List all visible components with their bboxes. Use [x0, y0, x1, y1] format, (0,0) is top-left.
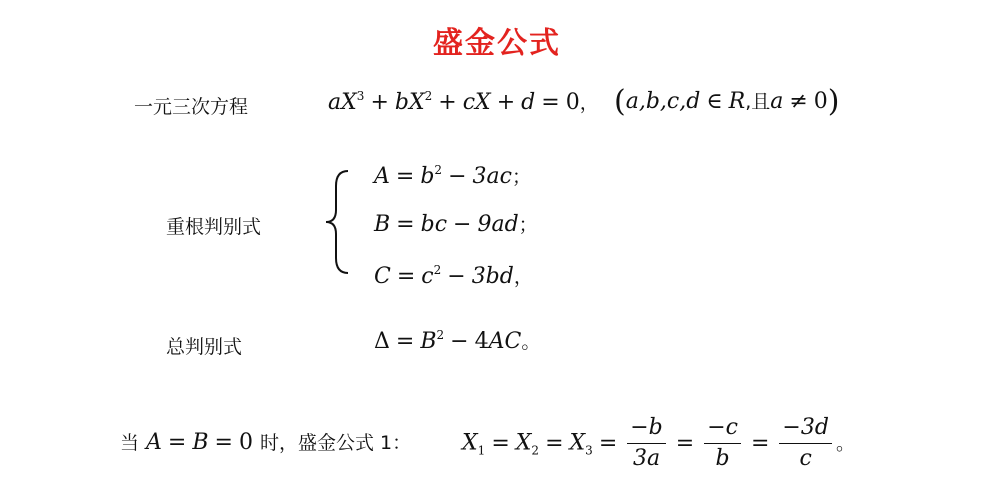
var-x: X: [341, 90, 357, 115]
term: b: [420, 164, 435, 189]
equals: =: [396, 264, 416, 289]
plus: +: [438, 90, 457, 115]
plus: +: [496, 90, 516, 115]
delta-symbol: Δ: [374, 329, 390, 354]
total-discriminant: [374, 327, 540, 354]
subscript: 3: [585, 443, 593, 458]
punctuation: ；: [518, 214, 538, 236]
equals: =: [167, 430, 187, 455]
term: 9ad: [477, 212, 519, 237]
numerator: −3d: [779, 413, 832, 444]
equals: =: [675, 430, 695, 456]
var-a: A: [146, 430, 162, 455]
exp-2: 2: [424, 89, 433, 103]
equals: =: [545, 430, 564, 456]
shengjin-formula-1: [462, 413, 855, 474]
equals: =: [396, 212, 415, 237]
when-text: 当: [120, 432, 140, 454]
close-paren: ): [827, 84, 840, 119]
discriminant-c: [374, 262, 533, 289]
var-c: C: [374, 264, 391, 289]
punctuation: 。: [521, 331, 541, 353]
discriminant-a: [374, 162, 531, 189]
product-ac: AC: [488, 329, 522, 354]
term: c: [421, 264, 434, 289]
equals: =: [214, 430, 233, 455]
zero: 0: [565, 90, 580, 115]
minus: −: [453, 212, 472, 237]
denominator: 3a: [632, 446, 661, 471]
left-brace-icon: [322, 168, 352, 276]
exponent: 2: [436, 328, 445, 342]
discriminant-b: [374, 210, 538, 237]
denominator: c: [799, 446, 812, 471]
punctuation: ，: [513, 266, 533, 288]
minus: −: [448, 164, 467, 189]
fraction-1: [627, 413, 666, 474]
term: bc: [420, 212, 448, 237]
minus: −: [447, 264, 466, 289]
reals: R: [728, 89, 746, 114]
numerator: −c: [704, 413, 741, 444]
fraction-2: [704, 413, 741, 474]
var-b: B: [374, 212, 391, 237]
punctuation: 。: [835, 432, 855, 455]
var-b: B: [192, 430, 209, 455]
term: 3bd: [471, 264, 514, 289]
plus: +: [370, 90, 389, 115]
var-x: X: [569, 430, 586, 456]
subscript: 1: [477, 443, 486, 458]
equals: =: [541, 90, 560, 115]
cubic-equation: [328, 88, 599, 115]
open-paren: (: [614, 84, 626, 119]
separator: ，: [579, 92, 599, 114]
var-x: X: [462, 430, 478, 456]
minus: −: [450, 329, 469, 354]
term: 3ac: [472, 164, 512, 189]
var-x: X: [475, 90, 491, 115]
var-x: X: [408, 90, 425, 115]
cubic-equation-label: 一元三次方程: [134, 96, 249, 118]
not-equal: ≠: [789, 89, 808, 114]
coef-d: d: [521, 90, 536, 115]
exponent: 2: [434, 163, 443, 177]
zero: 0: [813, 89, 828, 114]
var-x: X: [515, 430, 532, 456]
exponent: 2: [433, 263, 442, 277]
formula-label: 时，盛金公式 1：: [259, 432, 412, 454]
equals: =: [491, 430, 510, 456]
exp-3: 3: [356, 89, 365, 103]
zero: 0: [238, 430, 253, 455]
vars: a,b,c,d: [625, 89, 701, 114]
coef-c: c: [462, 90, 476, 115]
total-discriminant-label: 总判别式: [166, 336, 243, 358]
denominator: b: [715, 446, 730, 471]
and-text: ,且: [745, 91, 771, 113]
coefficient: 4: [474, 329, 489, 354]
multiple-root-discriminant-label: 重根判别式: [166, 216, 262, 238]
coef-b: b: [394, 90, 409, 115]
numerator: −b: [627, 413, 666, 444]
var-b: B: [420, 329, 437, 354]
equals: =: [395, 329, 415, 354]
page-title: 盛金公式: [433, 26, 561, 61]
equals: =: [598, 430, 618, 456]
punctuation: ；: [511, 166, 531, 188]
element-of: ∈: [706, 89, 723, 114]
coefficient-condition: [614, 84, 840, 119]
coef-a: a: [770, 89, 784, 114]
shengjin-condition: [120, 428, 411, 455]
var-a: A: [374, 164, 390, 189]
equals: =: [395, 164, 415, 189]
subscript: 2: [531, 443, 540, 458]
coef-a: a: [328, 90, 342, 115]
equals: =: [750, 430, 770, 456]
fraction-3: [779, 413, 832, 474]
